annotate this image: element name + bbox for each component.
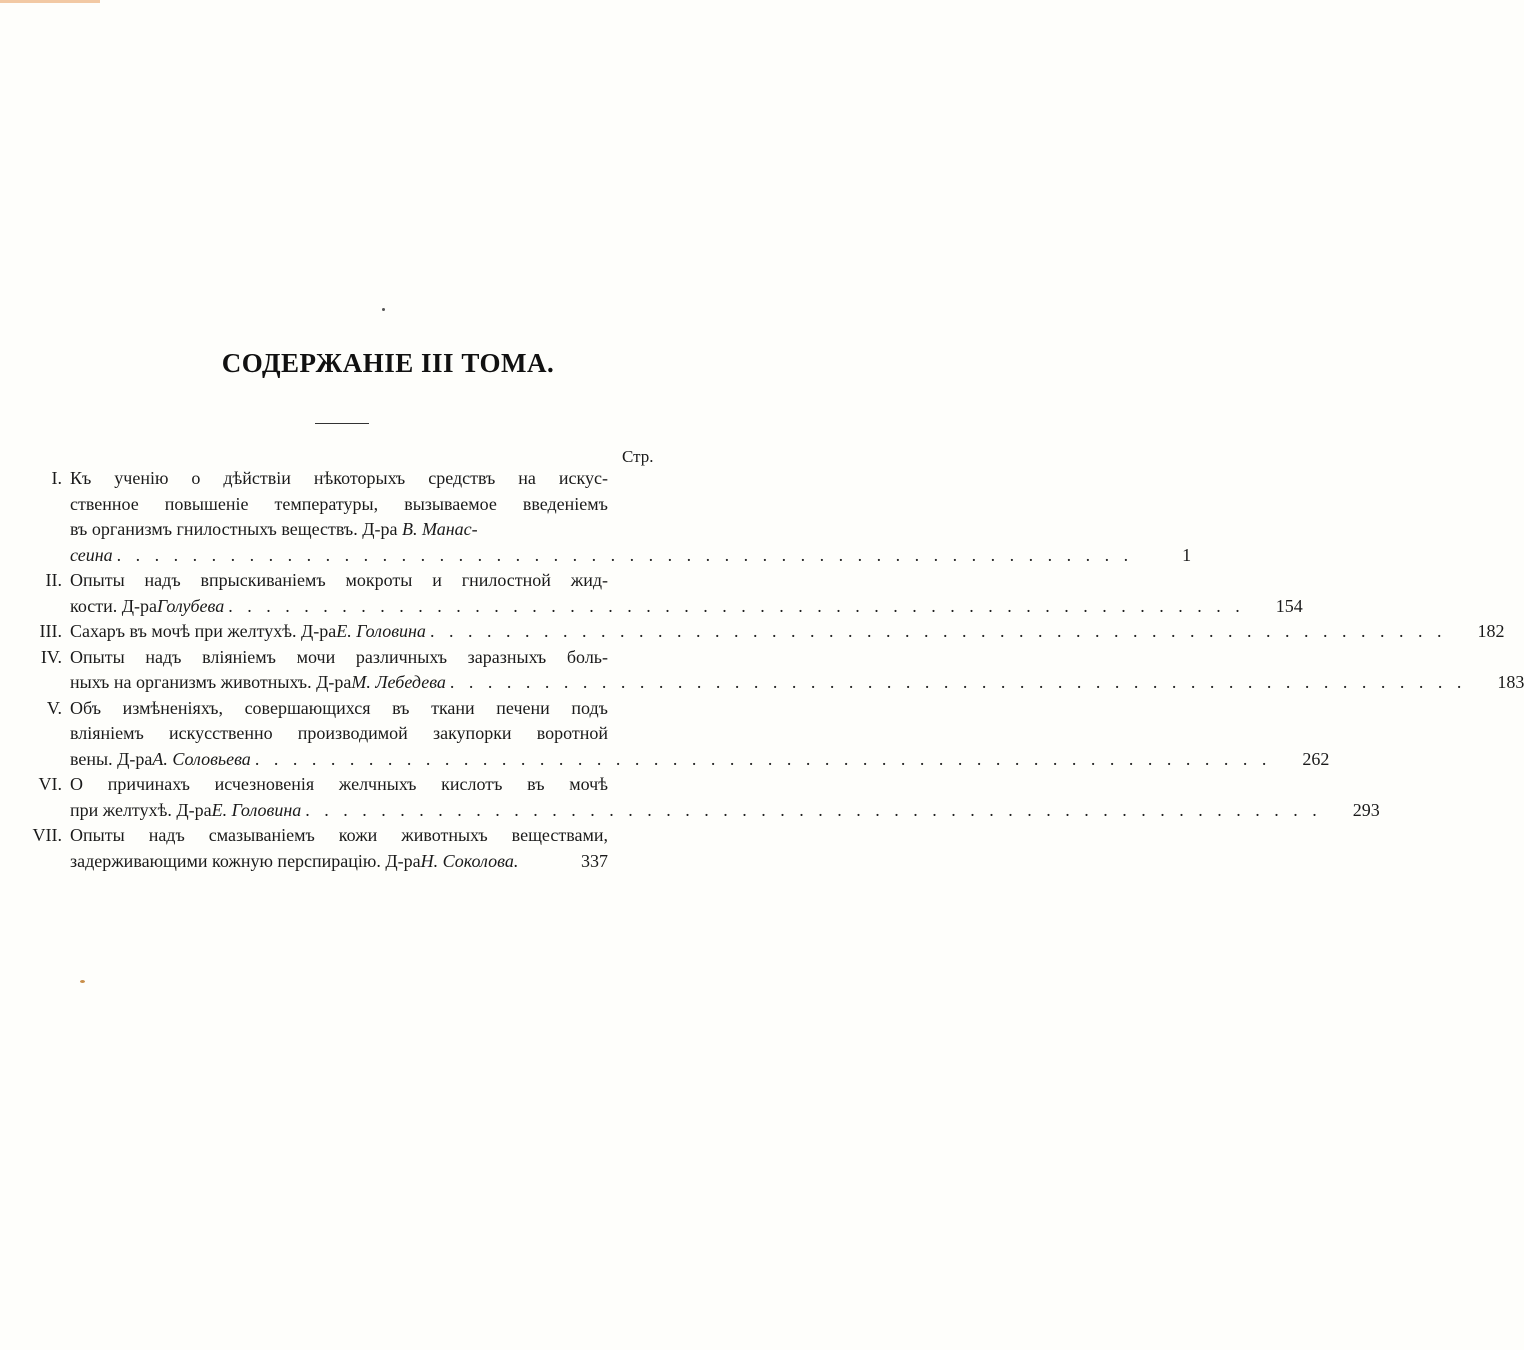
entry-number: VII. <box>32 825 62 845</box>
entry-text: Сахаръ въ мочѣ при желтухѣ. Д-ра <box>70 621 337 641</box>
entry-text: вены. Д-ра <box>70 748 153 769</box>
entry-last-line <box>70 543 1192 569</box>
toc-entry <box>0 466 1192 568</box>
toc-entry <box>0 645 1524 696</box>
entry-last-line <box>70 747 1330 773</box>
entry-last-line <box>70 619 1505 645</box>
entry-text: задерживающими кожную перспирацію. Д-ра <box>70 850 421 871</box>
entry-line: О причинахъ исчезновенія желчныхъ кислотъ въ мочѣ <box>70 774 608 794</box>
entry-text: въ организмъ гнилостныхъ веществъ. Д-ра <box>70 519 398 539</box>
entry-author: Голубева <box>157 595 225 616</box>
entry-author: А. Соловьева <box>152 748 251 769</box>
entry-author: Е. Головина <box>336 621 426 641</box>
page-title: СОДЕРЖАНІЕ III ТОМА. <box>221 348 555 378</box>
page-edge-mark <box>0 0 100 3</box>
toc-entry <box>0 823 776 874</box>
toc-entry <box>0 696 1330 773</box>
entry-number: VI. <box>38 774 62 794</box>
page-column-header: Стр. <box>622 447 654 466</box>
entry-author: сеина <box>70 544 113 565</box>
table-of-contents <box>0 466 1524 874</box>
title-rule <box>315 423 369 424</box>
entry-author: Н. Соколова. <box>420 850 519 871</box>
entry-number: I. <box>51 468 62 488</box>
dot-leader: . . . . . . . . . . . . . . . . . . . . . . . . . . . . . . . . . . . . . . . . . . . . . . . . . . . . . . <box>449 672 1467 692</box>
entry-number: III. <box>39 621 62 641</box>
entry-line: Опыты надъ впрыскиваніемъ мокроты и гнилостной жид- <box>70 570 608 590</box>
entry-line: Объ измѣненіяхъ, совершающихся въ ткани печени подъ <box>70 697 608 718</box>
entry-text: ныхъ на организмъ животныхъ. Д-ра <box>70 672 352 692</box>
entry-page-number: 183 <box>1497 672 1524 692</box>
entry-page-number: 262 <box>1302 748 1330 769</box>
entry-author: М. Лебедева <box>351 672 446 692</box>
dot-leader: . . . . . . . . . . . . . . . . . . . . . . . . . . . . . . . . . . . . . . . . . . . . . . . . . . . . . . <box>305 799 1322 820</box>
ink-speck <box>80 980 85 983</box>
entry-text: кости. Д-ра <box>70 595 158 616</box>
entry-line: ственное повышеніе температуры, вызываемое введеніемъ <box>70 493 608 514</box>
toc-entry <box>0 772 1380 823</box>
entry-line: Опыты надъ вліяніемъ мочи различныхъ заразныхъ боль- <box>70 646 608 667</box>
entry-last-line <box>70 849 608 875</box>
entry-page-number: 154 <box>1275 595 1303 616</box>
entry-author: Е. Головина <box>211 799 302 820</box>
toc-entry <box>0 568 1303 619</box>
entry-line: вліяніемъ искусственно производимой закупорки воротной <box>70 723 608 743</box>
entry-line <box>70 517 608 543</box>
ink-speck <box>382 308 385 311</box>
entry-page-number: 337 <box>581 850 608 871</box>
entry-last-line <box>70 670 1524 696</box>
entry-last-line <box>70 798 1380 824</box>
dot-leader: . . . . . . . . . . . . . . . . . . . . . . . . . . . . . . . . . . . . . . . . . . . . . . . . . . . . . . <box>116 544 1134 565</box>
dot-leader: . . . . . . . . . . . . . . . . . . . . . . . . . . . . . . . . . . . . . . . . . . . . . . . . . . . . . . <box>228 595 1245 616</box>
entry-line: Опыты надъ смазываніемъ кожи животныхъ веществами, <box>70 825 608 845</box>
entry-number: V. <box>46 697 62 718</box>
entry-number: II. <box>45 570 62 590</box>
entry-page-number: 182 <box>1477 621 1505 641</box>
toc-entry <box>0 619 1505 645</box>
entry-last-line <box>70 594 1303 620</box>
dot-leader: . . . . . . . . . . . . . . . . . . . . . . . . . . . . . . . . . . . . . . . . . . . . . . . . . . . . . . <box>429 621 1447 641</box>
entry-line: Къ ученію о дѣйствіи нѣкоторыхъ средствъ на искус- <box>70 468 608 488</box>
entry-author: В. Манас- <box>402 519 478 539</box>
entry-page-number: 1 <box>1182 544 1192 565</box>
entry-text: при желтухѣ. Д-ра <box>70 799 212 820</box>
entry-number: IV. <box>40 646 62 667</box>
dot-leader: . . . . . . . . . . . . . . . . . . . . . . . . . . . . . . . . . . . . . . . . . . . . . . . . . . . . . . <box>254 748 1272 769</box>
entry-page-number: 293 <box>1352 799 1380 820</box>
